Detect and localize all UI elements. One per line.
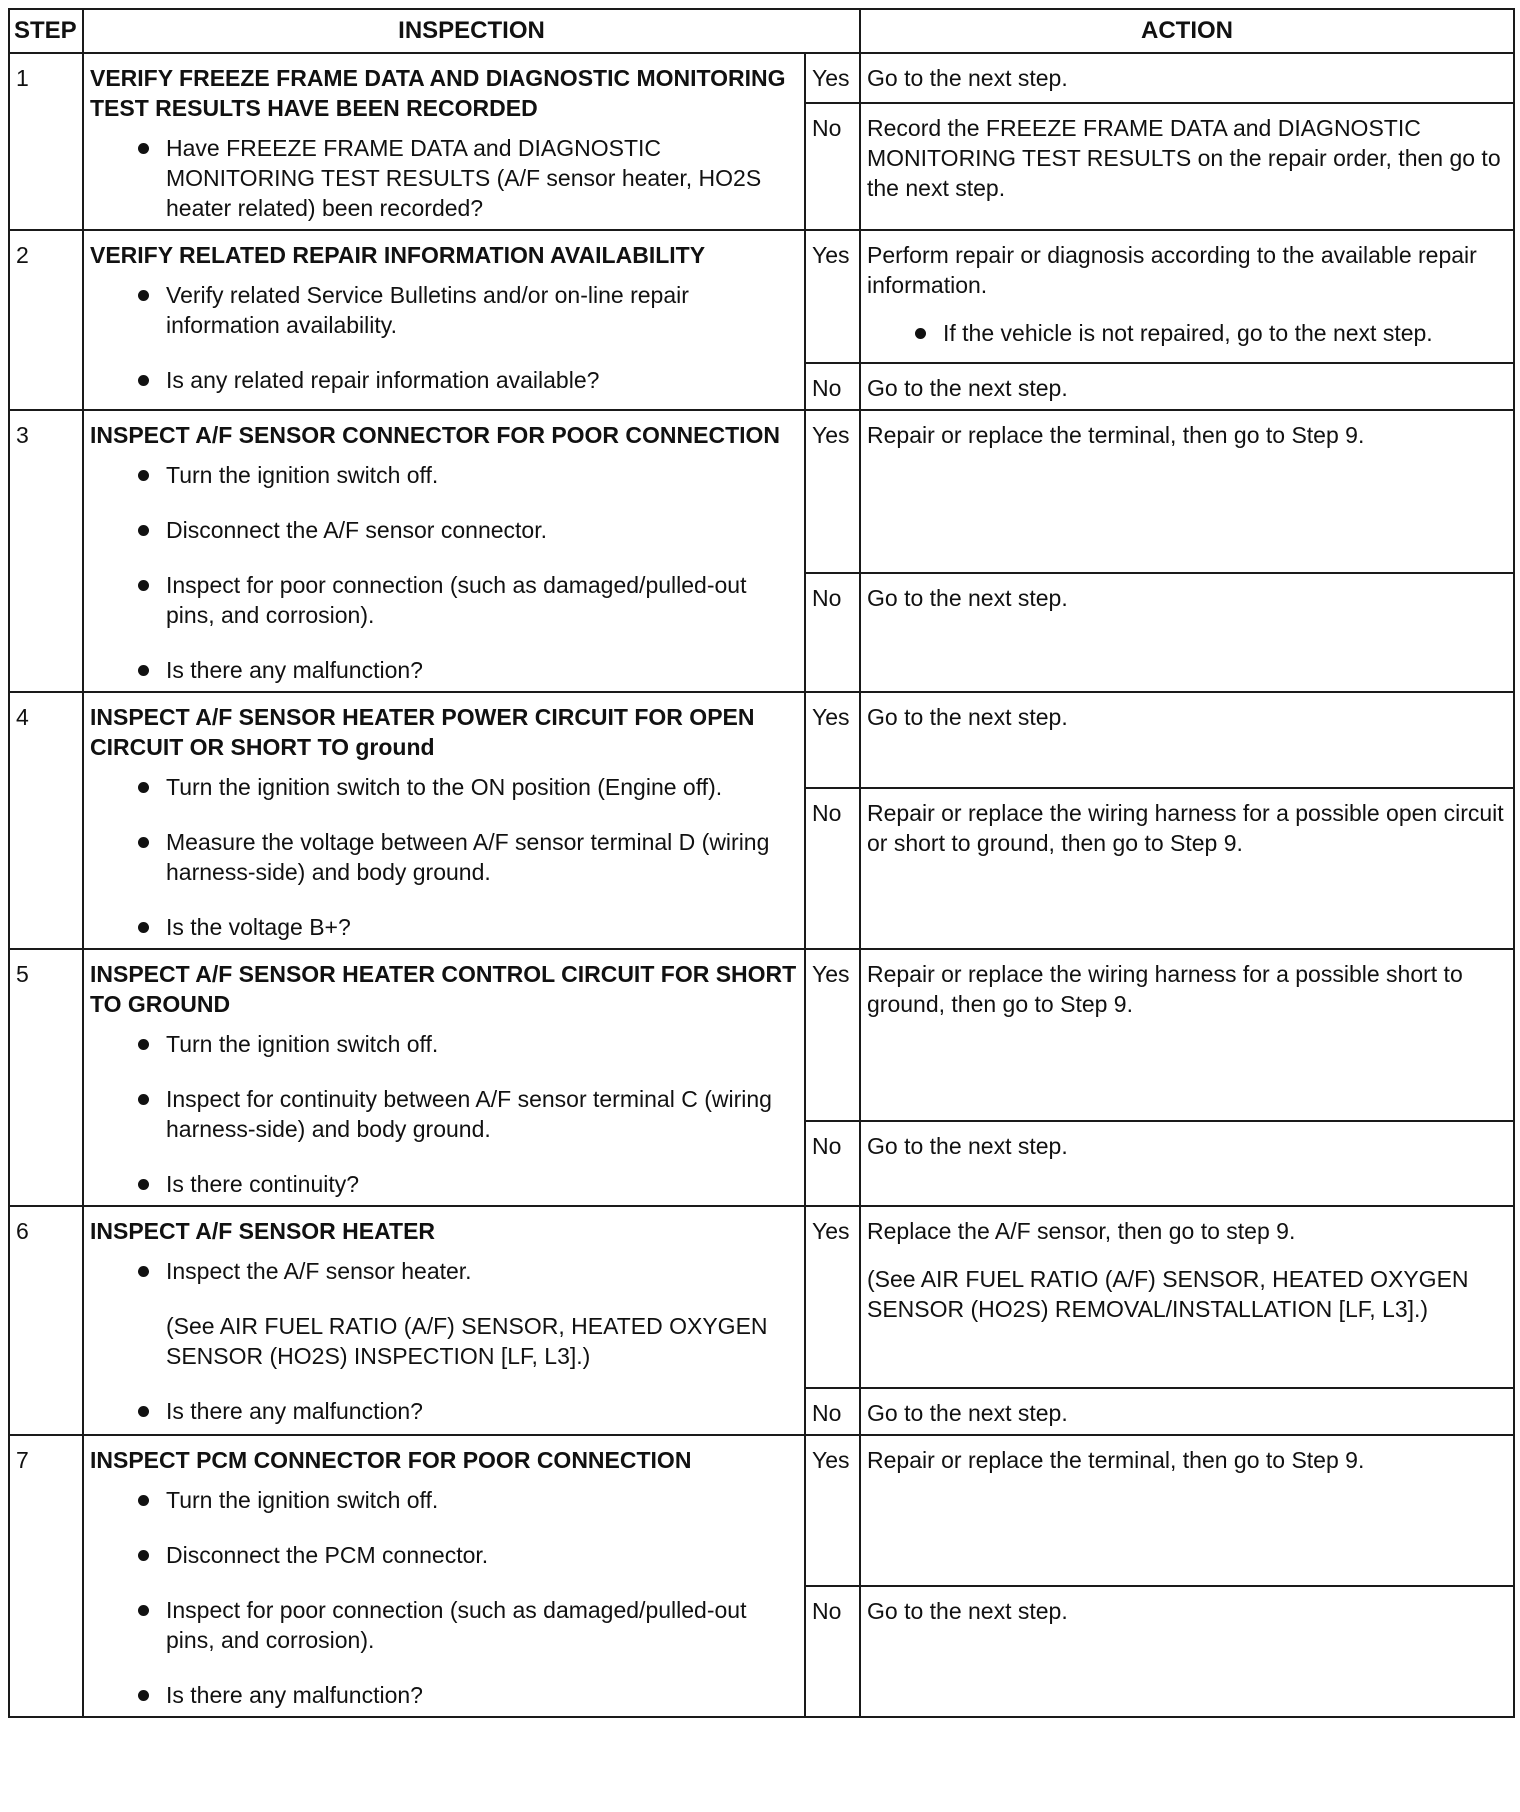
no-action-text: Record the FREEZE FRAME DATA and DIAGNOSTIC MONITORING TEST RESULTS on the repair order, then go to the next step.: [867, 115, 1501, 201]
inspection-item: [90, 772, 798, 802]
inspection-item: [90, 515, 798, 545]
no-action: [860, 1121, 1514, 1206]
yes-action: [860, 1435, 1514, 1586]
inspection-title: VERIFY FREEZE FRAME DATA AND DIAGNOSTIC MONITORING TEST RESULTS HAVE BEEN RECORDED: [90, 65, 786, 121]
bullet-icon: [138, 1550, 149, 1561]
no-label: No: [805, 103, 860, 230]
bullet-icon: [138, 1094, 149, 1105]
bullet-icon: [138, 290, 149, 301]
step-row-5: [9, 949, 1514, 1121]
yes-action: [860, 53, 1514, 103]
inspection-cell: [83, 1435, 805, 1717]
inspection-item: [90, 570, 798, 630]
yes-action: [860, 410, 1514, 573]
no-action: [860, 1388, 1514, 1435]
inspection-item: [90, 1595, 798, 1655]
inspection-item-text: Turn the ignition switch off.: [166, 1487, 439, 1513]
no-action: [860, 788, 1514, 949]
step-row-3: [9, 410, 1514, 573]
no-label: No: [805, 1388, 860, 1435]
inspection-item: [90, 912, 798, 942]
bullet-icon: [138, 580, 149, 591]
inspection-title: INSPECT A/F SENSOR HEATER POWER CIRCUIT FOR OPEN CIRCUIT OR SHORT TO ground: [90, 704, 755, 760]
inspection-item: [90, 1396, 798, 1426]
yes-action-text: Repair or replace the terminal, then go to Step 9.: [867, 1447, 1365, 1473]
inspection-item: [90, 1680, 798, 1710]
yes-action: [860, 692, 1514, 788]
inspection-item-text: Turn the ignition switch to the ON position (Engine off).: [166, 774, 723, 800]
header-inspection: INSPECTION: [83, 9, 860, 53]
inspection-item-text: Is there any malfunction?: [166, 657, 423, 683]
yes-label: Yes: [805, 410, 860, 573]
yes-label: Yes: [805, 53, 860, 103]
step-number: 1: [9, 53, 83, 230]
yes-action-bullet-text: If the vehicle is not repaired, go to the next step.: [943, 320, 1433, 346]
inspection-cell: [83, 53, 805, 230]
no-label: No: [805, 1586, 860, 1717]
no-action-text: Go to the next step.: [867, 585, 1068, 611]
no-action-text: Go to the next step.: [867, 375, 1068, 401]
no-action-text: Go to the next step.: [867, 1400, 1068, 1426]
bullet-icon: [138, 1266, 149, 1277]
no-label: No: [805, 573, 860, 692]
inspection-item-text: Inspect for poor connection (such as damaged/pulled-out pins, and corrosion).: [166, 1597, 747, 1653]
header-row: [9, 9, 1514, 53]
diagnostic-table: [8, 8, 1515, 1718]
inspection-cell: [83, 410, 805, 692]
diagnostic-procedure-sheet: [8, 8, 1513, 1718]
inspection-item: [90, 460, 798, 490]
yes-action-bullet: [867, 318, 1507, 348]
inspection-item-text: Is the voltage B+?: [166, 914, 351, 940]
bullet-icon: [138, 782, 149, 793]
yes-label: Yes: [805, 692, 860, 788]
step-number: 5: [9, 949, 83, 1206]
inspection-cell: [83, 692, 805, 949]
inspection-item: [90, 1485, 798, 1515]
no-action-text: Go to the next step.: [867, 1598, 1068, 1624]
bullet-icon: [138, 1406, 149, 1417]
step-row-6: [9, 1206, 1514, 1388]
inspection-title: VERIFY RELATED REPAIR INFORMATION AVAILABILITY: [90, 242, 706, 268]
inspection-item: [90, 280, 798, 340]
no-action-text: Repair or replace the wiring harness for a possible open circuit or short to ground, then go to Step 9.: [867, 800, 1504, 856]
inspection-item: [90, 365, 798, 395]
inspection-item: [90, 133, 798, 223]
no-action-text: Go to the next step.: [867, 1133, 1068, 1159]
no-label: No: [805, 1121, 860, 1206]
yes-action-reference-note: (See AIR FUEL RATIO (A/F) SENSOR, HEATED OXYGEN SENSOR (HO2S) REMOVAL/INSTALLATION [LF, L3].): [867, 1266, 1469, 1322]
inspection-item-text: Is there any malfunction?: [166, 1398, 423, 1424]
header-action: ACTION: [860, 9, 1514, 53]
yes-action-text: Repair or replace the terminal, then go to Step 9.: [867, 422, 1365, 448]
inspection-item-text: Inspect for continuity between A/F sensor terminal C (wiring harness-side) and body ground.: [166, 1086, 772, 1142]
inspection-cell: [83, 949, 805, 1206]
inspection-item: [90, 1256, 798, 1286]
step-row-7: [9, 1435, 1514, 1586]
step-number: 7: [9, 1435, 83, 1717]
inspection-item: [90, 1084, 798, 1144]
no-label: No: [805, 788, 860, 949]
inspection-item-text: Verify related Service Bulletins and/or on-line repair information availability.: [166, 282, 689, 338]
bullet-icon: [138, 375, 149, 386]
bullet-icon: [138, 1039, 149, 1050]
inspection-item-text: Have FREEZE FRAME DATA and DIAGNOSTIC MONITORING TEST RESULTS (A/F sensor heater, HO2S heater related) been recorded?: [166, 135, 762, 221]
inspection-reference-note: (See AIR FUEL RATIO (A/F) SENSOR, HEATED OXYGEN SENSOR (HO2S) INSPECTION [LF, L3].): [166, 1313, 768, 1369]
yes-action-text: Go to the next step.: [867, 704, 1068, 730]
inspection-title: INSPECT A/F SENSOR HEATER CONTROL CIRCUIT FOR SHORT TO GROUND: [90, 961, 797, 1017]
inspection-item-text: Disconnect the A/F sensor connector.: [166, 517, 547, 543]
inspection-item-text: Is there continuity?: [166, 1171, 360, 1197]
step-number: 2: [9, 230, 83, 410]
bullet-icon: [915, 328, 926, 339]
inspection-item-text: Inspect the A/F sensor heater.: [166, 1258, 472, 1284]
yes-action: [860, 949, 1514, 1121]
bullet-icon: [138, 1495, 149, 1506]
bullet-icon: [138, 470, 149, 481]
inspection-item: [90, 1029, 798, 1059]
step-number: 6: [9, 1206, 83, 1435]
header-step: STEP: [9, 9, 83, 53]
step-row-2: [9, 230, 1514, 363]
bullet-icon: [138, 1179, 149, 1190]
bullet-icon: [138, 837, 149, 848]
inspection-item-text: Disconnect the PCM connector.: [166, 1542, 489, 1568]
inspection-title: INSPECT A/F SENSOR HEATER: [90, 1218, 436, 1244]
step-row-1: [9, 53, 1514, 103]
inspection-item-text: Turn the ignition switch off.: [166, 1031, 439, 1057]
step-number: 3: [9, 410, 83, 692]
yes-action-text: Repair or replace the wiring harness for a possible short to ground, then go to Step 9.: [867, 961, 1463, 1017]
no-action: [860, 573, 1514, 692]
inspection-cell: [83, 1206, 805, 1435]
bullet-icon: [138, 665, 149, 676]
inspection-item-text: Turn the ignition switch off.: [166, 462, 439, 488]
yes-label: Yes: [805, 1206, 860, 1388]
inspection-item: [90, 1540, 798, 1570]
yes-label: Yes: [805, 230, 860, 363]
no-label: No: [805, 363, 860, 410]
no-action: [860, 1586, 1514, 1717]
yes-action: [860, 230, 1514, 363]
yes-action-text: Replace the A/F sensor, then go to step 9.: [867, 1218, 1296, 1244]
inspection-item: [90, 827, 798, 887]
inspection-title: INSPECT PCM CONNECTOR FOR POOR CONNECTION: [90, 1447, 692, 1473]
bullet-icon: [138, 525, 149, 536]
bullet-icon: [138, 1605, 149, 1616]
inspection-item-text: Is there any malfunction?: [166, 1682, 423, 1708]
yes-action-text: Perform repair or diagnosis according to the available repair information.: [867, 242, 1477, 298]
inspection-item-text: Inspect for poor connection (such as damaged/pulled-out pins, and corrosion).: [166, 572, 747, 628]
bullet-icon: [138, 922, 149, 933]
inspection-item-text: Measure the voltage between A/F sensor terminal D (wiring harness-side) and body ground.: [166, 829, 770, 885]
bullet-icon: [138, 143, 149, 154]
no-action: [860, 363, 1514, 410]
inspection-item-text: Is any related repair information available?: [166, 367, 600, 393]
yes-label: Yes: [805, 1435, 860, 1586]
step-number: 4: [9, 692, 83, 949]
yes-label: Yes: [805, 949, 860, 1121]
inspection-item: [90, 655, 798, 685]
yes-action: [860, 1206, 1514, 1388]
yes-action-text: Go to the next step.: [867, 65, 1068, 91]
inspection-cell: [83, 230, 805, 410]
inspection-title: INSPECT A/F SENSOR CONNECTOR FOR POOR CONNECTION: [90, 422, 781, 448]
no-action: [860, 103, 1514, 230]
bullet-icon: [138, 1690, 149, 1701]
step-row-4: [9, 692, 1514, 788]
inspection-item: [90, 1169, 798, 1199]
